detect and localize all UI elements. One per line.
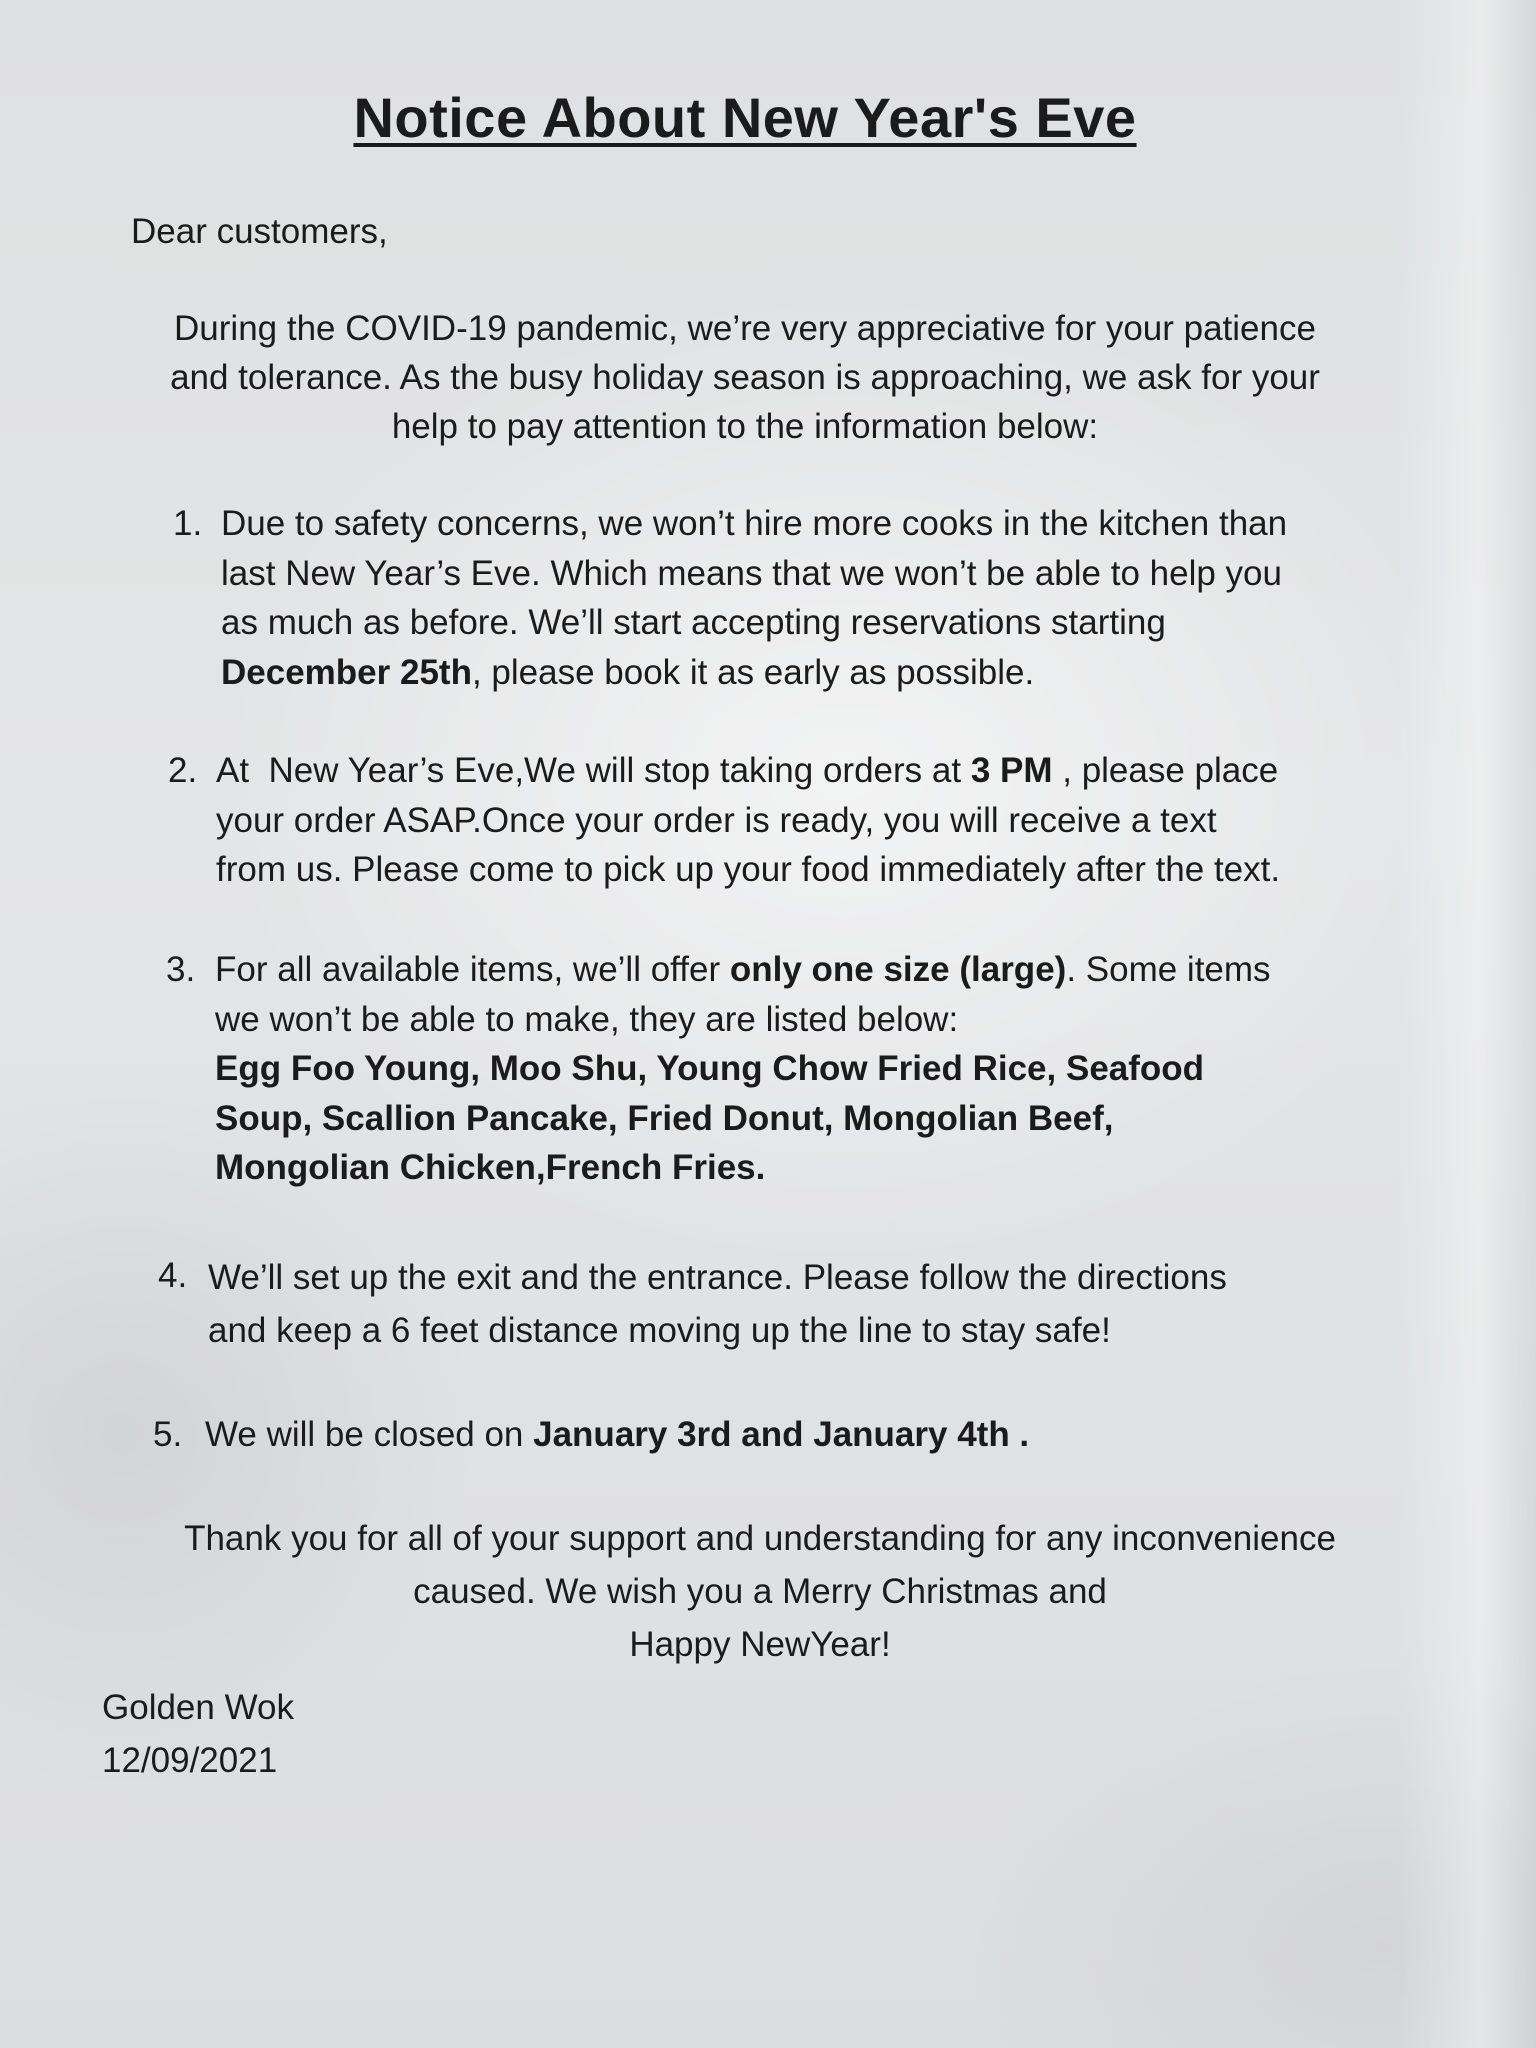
cutoff-time: 3 PM <box>970 751 1053 790</box>
item-body <box>221 499 1287 697</box>
item-line <box>216 746 1280 796</box>
intro-line: During the COVID-19 pandemic, we’re very appreciative for your patience <box>174 309 1316 348</box>
unavailable-items-line: Egg Foo Young, Moo Shu, Young Chow Fried Rice, Seafood <box>215 1049 1205 1088</box>
item-line: last New Year’s Eve. Which means that we won’t be able to help you <box>221 553 1282 593</box>
item-number: 4. <box>158 1256 188 1295</box>
closing-line: Happy NewYear! <box>629 1625 891 1664</box>
item-number: 5. <box>153 1415 183 1454</box>
unavailable-items-line: Soup, Scallion Pancake, Fried Donut, Mongolian Beef, <box>215 1098 1114 1138</box>
item-line: We’ll set up the exit and the entrance. Please follow the directions <box>208 1258 1227 1297</box>
unavailable-items-line: Mongolian Chicken,French Fries. <box>215 1148 766 1187</box>
reservation-date: December 25th <box>221 652 472 692</box>
item-line: and keep a 6 feet distance moving up the line to stay safe! <box>208 1311 1111 1350</box>
item-line: as much as before. We’ll start accepting reservations starting <box>221 603 1166 642</box>
intro-paragraph <box>120 304 1370 451</box>
item-number: 2. <box>168 751 198 790</box>
item-text: For all available items, we’ll offer <box>215 950 730 989</box>
closed-dates: January 3rd and January 4th . <box>533 1415 1030 1454</box>
item-text: At New Year’s Eve,We will stop taking orders at <box>216 751 971 790</box>
item-line: your order ASAP.Once your order is ready, you will receive a text <box>216 800 1217 840</box>
item-body <box>216 746 1280 895</box>
notice-title: Notice About New Year's Eve <box>353 86 1137 149</box>
item-number: 1. <box>173 504 203 543</box>
closing-paragraph <box>100 1512 1420 1671</box>
signature-block <box>102 1681 294 1787</box>
item-text: . Some items <box>1066 950 1271 989</box>
item-line: we won’t be able to make, they are listed below: <box>215 999 959 1039</box>
intro-line: help to pay attention to the information below: <box>391 407 1099 446</box>
intro-line: and tolerance. As the busy holiday season is approaching, we ask for your <box>170 358 1320 397</box>
closing-line: Thank you for all of your support and understanding for any inconvenience <box>184 1519 1336 1558</box>
item-body <box>215 945 1271 1193</box>
item-number: 3. <box>166 950 196 989</box>
item-line: from us. Please come to pick up your food immediately after the text. <box>216 850 1281 889</box>
greeting: Dear customers, <box>131 212 388 251</box>
item-text: , please book it as early as possible. <box>471 652 1035 692</box>
item-body <box>208 1251 1227 1357</box>
paper-fold-shading <box>1396 0 1536 2048</box>
closing-line: caused. We wish you a Merry Christmas and <box>413 1572 1107 1611</box>
size-note: only one size (large) <box>729 950 1067 989</box>
item-line <box>215 945 1271 995</box>
notice-date: 12/09/2021 <box>102 1741 278 1780</box>
item-body <box>205 1410 1029 1460</box>
item-line <box>205 1410 1029 1460</box>
item-line <box>221 648 1287 698</box>
item-text: We will be closed on <box>205 1415 534 1454</box>
item-line: Due to safety concerns, we won’t hire more cooks in the kitchen than <box>221 504 1288 543</box>
business-name: Golden Wok <box>102 1688 294 1727</box>
item-text: , please place <box>1052 751 1279 790</box>
